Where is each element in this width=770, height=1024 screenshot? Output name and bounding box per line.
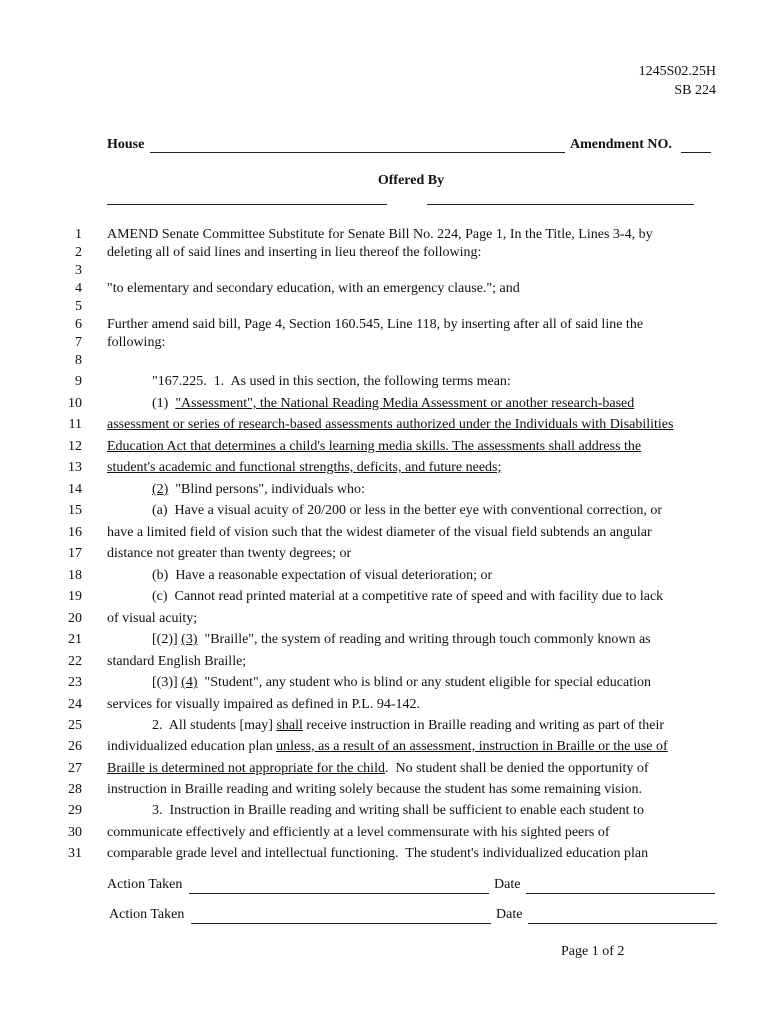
- line-text: [152, 503, 662, 519]
- line-number: 6: [75, 317, 82, 332]
- line-number: 7: [75, 335, 82, 350]
- line-text: [107, 546, 351, 562]
- underlined-insertion: Education Act that determines a child's learning media skills. The assessments shall address the: [107, 439, 642, 454]
- line-number: 21: [68, 632, 82, 647]
- text-segment: "Student", any student who is blind or any student eligible for special education: [197, 675, 651, 690]
- line-text: [152, 482, 365, 498]
- line-number: 20: [68, 611, 82, 626]
- underlined-insertion: assessment or series of research-based assessments authorized under the Individuals with Disabilities: [107, 417, 674, 432]
- text-segment: AMEND Senate Committee Substitute for Senate Bill No. 224, Page 1, In the Title, Lines 3-4, by: [107, 227, 653, 242]
- action-taken-line-2: [191, 923, 491, 924]
- line-text: [107, 227, 653, 243]
- line-text: [107, 782, 642, 798]
- date-line-1: [526, 893, 715, 894]
- line-text: [107, 739, 668, 755]
- line-number: 19: [68, 589, 82, 604]
- line-number: 25: [68, 718, 82, 733]
- line-number: 11: [68, 417, 82, 432]
- text-segment: [(2)]: [152, 632, 182, 647]
- offered-by-line-left: [107, 204, 387, 205]
- line-text: [107, 525, 652, 541]
- text-segment: "to elementary and secondary education, with an emergency clause."; and: [107, 281, 520, 296]
- offered-by-label: Offered By: [377, 173, 445, 188]
- line-number: 5: [75, 299, 82, 314]
- line-text: [107, 611, 197, 627]
- text-segment: communicate effectively and efficiently at a level commensurate with his sighted peers of: [107, 825, 610, 840]
- line-number: 13: [68, 460, 82, 475]
- line-number: 12: [68, 439, 82, 454]
- line-number: 30: [68, 825, 82, 840]
- text-segment: (1): [152, 396, 176, 411]
- line-text: [152, 396, 634, 412]
- text-segment: of visual acuity;: [107, 611, 198, 626]
- date-label-2: Date: [496, 907, 523, 922]
- line-number: 29: [68, 803, 82, 818]
- line-number: 31: [68, 846, 82, 861]
- line-number: 18: [68, 568, 82, 583]
- action-taken-label-2: Action Taken: [109, 907, 185, 922]
- offered-by-line-right: [427, 204, 694, 205]
- action-taken-label-1: Action Taken: [107, 877, 183, 892]
- text-segment: (c) Cannot read printed material at a competitive rate of speed and with facility due to lack: [152, 589, 664, 604]
- text-segment: individualized education plan: [107, 739, 277, 754]
- line-text: [107, 317, 643, 333]
- line-text: [152, 589, 663, 605]
- text-segment: following:: [107, 335, 166, 350]
- line-text: [107, 761, 649, 777]
- line-number: 2: [75, 245, 82, 260]
- line-number: 1: [75, 227, 82, 242]
- underlined-insertion: Braille is determined not appropriate for the child: [107, 761, 385, 776]
- line-number: 10: [68, 396, 82, 411]
- line-number: 22: [68, 654, 82, 669]
- text-segment: distance not greater than twenty degrees; or: [107, 546, 352, 561]
- line-text: [107, 417, 673, 433]
- line-text: [107, 697, 420, 713]
- line-number: 4: [75, 281, 82, 296]
- line-text: [107, 825, 610, 841]
- amendment-number-label: Amendment NO.: [570, 137, 672, 152]
- underlined-insertion: student's academic and functional strengths, deficits, and future needs;: [107, 460, 502, 475]
- house-blank-line: [150, 152, 565, 153]
- date-label-1: Date: [494, 877, 521, 892]
- line-text: [152, 718, 664, 734]
- text-segment: "Blind persons", individuals who:: [168, 482, 365, 497]
- text-segment: receive instruction in Braille reading and writing as part of their: [302, 718, 665, 733]
- text-segment: "167.225. 1. As used in this section, the following terms mean:: [152, 374, 511, 389]
- underlined-insertion: unless, as a result of an assessment, instruction in Braille or the use of: [276, 739, 668, 754]
- bill-code: 1245S02.25H: [638, 64, 716, 79]
- text-segment: services for visually impaired as defined in P.L. 94-142.: [107, 697, 420, 712]
- underlined-insertion: shall: [276, 718, 303, 733]
- line-text: [107, 335, 165, 351]
- line-number: 9: [75, 374, 82, 389]
- line-text: [107, 654, 246, 670]
- line-text: [107, 281, 520, 297]
- line-number: 3: [75, 263, 82, 278]
- text-segment: 3. Instruction in Braille reading and writing shall be sufficient to enable each student to: [152, 803, 644, 818]
- line-number: 14: [68, 482, 82, 497]
- line-text: [107, 846, 648, 862]
- underlined-insertion: "Assessment", the National Reading Media Assessment or another research-based: [175, 396, 635, 411]
- text-segment: (b) Have a reasonable expectation of visual deterioration; or: [152, 568, 493, 583]
- line-text: [152, 675, 651, 691]
- bill-number: SB 224: [674, 83, 716, 98]
- line-text: [152, 632, 651, 648]
- text-segment: comparable grade level and intellectual functioning. The student's individualized education plan: [107, 846, 649, 861]
- line-number: 15: [68, 503, 82, 518]
- line-number: 27: [68, 761, 82, 776]
- house-label: House: [107, 137, 145, 152]
- text-segment: instruction in Braille reading and writing solely because the student has some remaining vision.: [107, 782, 642, 797]
- text-segment: standard English Braille;: [107, 654, 247, 669]
- text-segment: deleting all of said lines and inserting in lieu thereof the following:: [107, 245, 482, 260]
- amendment-number-blank: [681, 152, 711, 153]
- text-segment: "Braille", the system of reading and writing through touch commonly known as: [197, 632, 651, 647]
- line-text: [152, 568, 492, 584]
- line-number: 23: [68, 675, 82, 690]
- line-number: 8: [75, 353, 82, 368]
- action-taken-line-1: [189, 893, 489, 894]
- underlined-insertion: (2): [152, 482, 169, 497]
- text-segment: . No student shall be denied the opportunity of: [384, 761, 649, 776]
- text-segment: (a) Have a visual acuity of 20/200 or less in the better eye with conventional correction, or: [152, 503, 663, 518]
- date-line-2: [528, 923, 717, 924]
- page-number: Page 1 of 2: [561, 944, 625, 959]
- underlined-insertion: (3): [181, 632, 198, 647]
- text-segment: have a limited field of vision such that the widest diameter of the visual field subtends an angular: [107, 525, 652, 540]
- line-number: 16: [68, 525, 82, 540]
- line-text: [107, 460, 501, 476]
- text-segment: 2. All students [may]: [152, 718, 277, 733]
- line-text: [107, 245, 481, 261]
- line-number: 26: [68, 739, 82, 754]
- line-number: 17: [68, 546, 82, 561]
- line-number: 28: [68, 782, 82, 797]
- text-segment: [(3)]: [152, 675, 182, 690]
- text-segment: Further amend said bill, Page 4, Section 160.545, Line 118, by inserting after all of said line the: [107, 317, 644, 332]
- line-text: [152, 374, 511, 390]
- line-number: 24: [68, 697, 82, 712]
- line-text: [152, 803, 644, 819]
- line-text: [107, 439, 641, 455]
- underlined-insertion: (4): [181, 675, 198, 690]
